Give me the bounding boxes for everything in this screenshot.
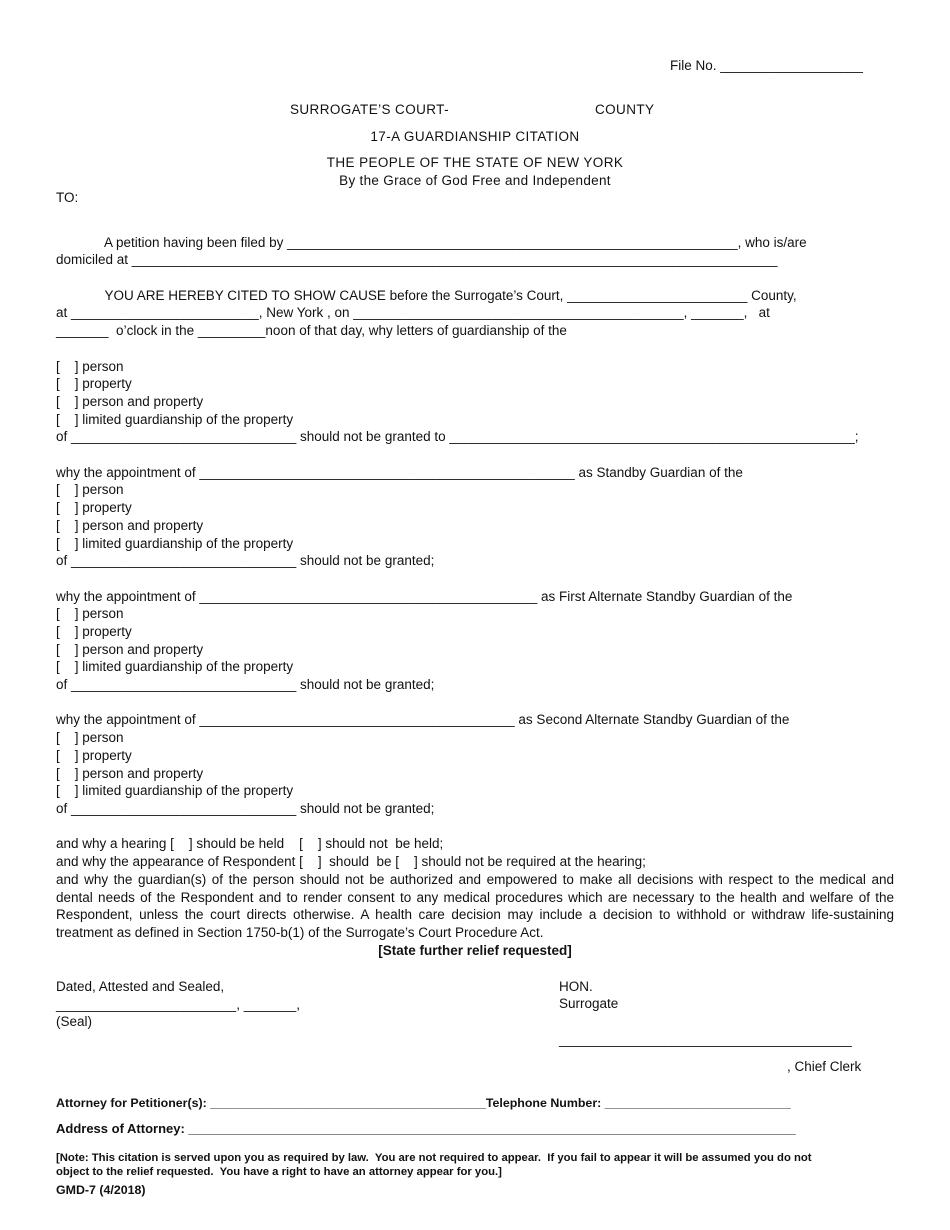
standby-of-line: of ______________________________ should not be granted;	[56, 553, 435, 568]
guardianship-of-line: of ______________________________ should not be granted to ______________________________________________________;	[56, 429, 859, 444]
petition-line-1: A petition having been filed by ____________________________________________________________, who is/are	[56, 235, 807, 250]
second-alt-checkbox-property[interactable]: [ ] property	[56, 748, 132, 763]
grace-heading: By the Grace of God Free and Independent	[339, 173, 611, 188]
second-alt-why-line: why the appointment of __________________________________________ as Second Alternate Standby Guardian of the	[56, 712, 790, 727]
petition-line-2: domiciled at ______________________________________________________________________________________	[56, 252, 778, 267]
cited-line-3: _______ o’clock in the _________noon of that day, why letters of guardianship of the	[56, 323, 567, 338]
standby-checkbox-person[interactable]: [ ] person	[56, 482, 124, 497]
appearance-line: and why the appearance of Respondent [ ] should be [ ] should not be required at the hearing;	[56, 854, 646, 869]
dated-label: Dated, Attested and Sealed,	[56, 979, 225, 994]
to-label: TO:	[56, 190, 79, 205]
authority-paragraph: and why the guardian(s) of the person should not be authorized and empowered to make all decisions with respect to the medical and dental needs of the Respondent and to render consent to any medical procedures which are necessary to the health and welfare of the Respondent, unless the court directs otherwise. A health care decision may include a decision to withhold or withdraw life-sustaining treatment as defined in Section 1750-b(1) of the Surrogate’s Court Procedure Act.	[56, 872, 894, 940]
first-alt-checkbox-person-and-property[interactable]: [ ] person and property	[56, 642, 204, 657]
first-alt-checkbox-limited-property[interactable]: [ ] limited guardianship of the property	[56, 659, 294, 674]
second-alt-of-line: of ______________________________ should not be granted;	[56, 801, 435, 816]
file-number: File No. ___________________	[670, 58, 863, 73]
standby-why-line: why the appointment of __________________________________________________ as Standby Guardian of the	[56, 465, 743, 480]
hearing-line: and why a hearing [ ] should be held [ ] should not be held;	[56, 836, 444, 851]
attorney-petitioner-line: Attorney for Petitioner(s): ________________________________________Telephone Number: ___________________________	[56, 1096, 791, 1110]
date-line: ________________________, _______,	[56, 997, 301, 1012]
hon-label: HON.	[559, 979, 593, 994]
standby-checkbox-limited-property[interactable]: [ ] limited guardianship of the property	[56, 536, 294, 551]
further-relief: [State further relief requested]	[378, 943, 572, 958]
court-county: COUNTY	[595, 102, 655, 117]
second-alt-checkbox-person[interactable]: [ ] person	[56, 730, 124, 745]
clerk-signature-line: _______________________________________	[559, 1032, 852, 1047]
first-alt-checkbox-property[interactable]: [ ] property	[56, 624, 132, 639]
seal-label: (Seal)	[56, 1014, 93, 1029]
citation-title: 17-A GUARDIANSHIP CITATION	[370, 129, 580, 144]
cited-line-1: YOU ARE HEREBY CITED TO SHOW CAUSE before the Surrogate’s Court, ________________________ County,	[56, 288, 797, 303]
note-line-1: [Note: This citation is served upon you as required by law. You are not required to appear. If you fail to appear it will be assumed you do not	[56, 1152, 812, 1164]
form-id: GMD-7 (4/2018)	[56, 1183, 146, 1197]
second-alt-checkbox-person-and-property[interactable]: [ ] person and property	[56, 766, 204, 781]
note-line-2: object to the relief requested. You have a right to have an attorney appear for you.]	[56, 1166, 502, 1178]
first-alt-why-line: why the appointment of _____________________________________________ as First Alternate Standby Guardian of the	[56, 589, 793, 604]
checkbox-limited-property[interactable]: [ ] limited guardianship of the property	[56, 412, 294, 427]
surrogate-label: Surrogate	[559, 996, 619, 1011]
standby-checkbox-property[interactable]: [ ] property	[56, 500, 132, 515]
people-heading: THE PEOPLE OF THE STATE OF NEW YORK	[326, 155, 624, 170]
checkbox-person[interactable]: [ ] person	[56, 359, 124, 374]
standby-checkbox-person-and-property[interactable]: [ ] person and property	[56, 518, 204, 533]
cited-line-2: at _________________________, New York , on ____________________________________________, _______, at	[56, 305, 770, 320]
checkbox-person-and-property[interactable]: [ ] person and property	[56, 394, 204, 409]
second-alt-checkbox-limited-property[interactable]: [ ] limited guardianship of the property	[56, 783, 294, 798]
checkbox-property[interactable]: [ ] property	[56, 376, 132, 391]
attorney-address-line: Address of Attorney: ____________________________________________________________________________________	[56, 1121, 796, 1136]
chief-clerk-label: , Chief Clerk	[787, 1059, 862, 1074]
first-alt-checkbox-person[interactable]: [ ] person	[56, 606, 124, 621]
court-name: SURROGATE’S COURT-	[290, 102, 449, 117]
first-alt-of-line: of ______________________________ should not be granted;	[56, 677, 435, 692]
